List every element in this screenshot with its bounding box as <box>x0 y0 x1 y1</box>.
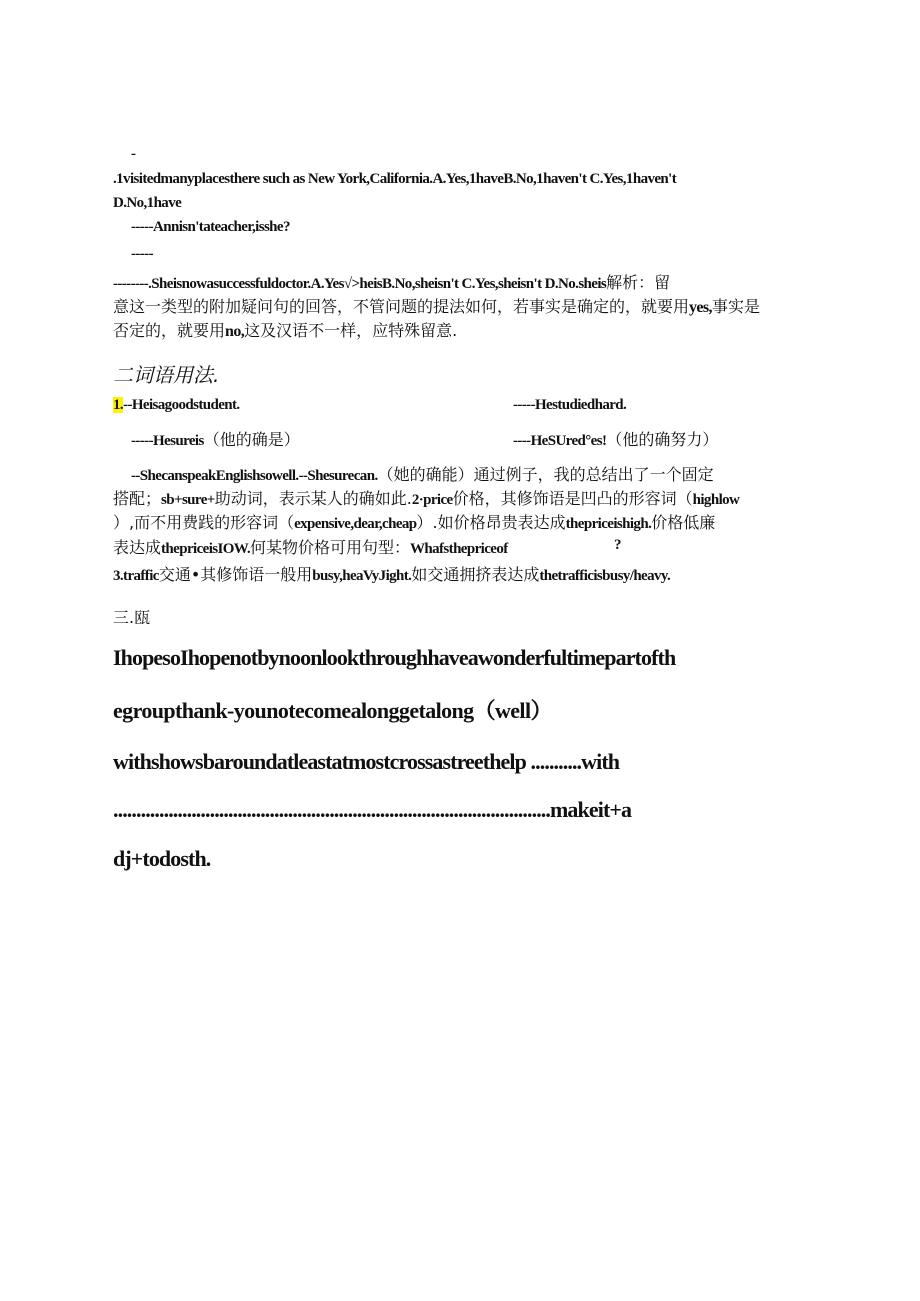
phrase-line-3: withshowsbaroundatleastatmostcrossastreethelp ...........with <box>113 749 620 774</box>
analysis-text-d: 这及汉语不一样，应特殊留意. <box>244 321 458 340</box>
p2-en-a: sb+sure+ <box>161 492 215 508</box>
analysis-text-c: 否定的，就要用 <box>113 321 226 340</box>
p5-en-a: 3.traffic <box>113 568 159 584</box>
question-mark: ? <box>614 537 621 553</box>
paragraph-line-1 <box>131 462 714 485</box>
example-2-right <box>513 427 718 450</box>
analysis-line-1 <box>113 294 760 317</box>
p5-en-c: thetrafficisbusy/heavy. <box>539 568 671 584</box>
question-3-english: --------.Sheisnowasuccessfuldoctor.A.Yes√>heisB.No,sheisn't C.Yes,sheisn't D.No.sheis <box>113 276 607 292</box>
p2-en-b: 2·price <box>411 492 453 508</box>
analysis-text-b: 事实是 <box>711 297 760 316</box>
p5-zh-b: 如交通拥挤表达成 <box>411 565 540 584</box>
section-2-heading: 二词语用法. <box>113 363 220 387</box>
p4-zh-b: 何某物价格可用句型： <box>249 538 410 557</box>
example-2-left-zh: （他的确是） <box>203 430 300 449</box>
dash-mark: - <box>131 146 136 162</box>
analysis-line-2 <box>113 318 457 341</box>
p3-en-b: thepriceishigh. <box>565 516 652 532</box>
p2-zh-a: 搭配； <box>113 489 162 508</box>
p5-en-b: busy,heaVyJight. <box>312 568 412 584</box>
paragraph-line-2 <box>113 486 739 509</box>
p5-zh-a: 交通•其修饰语一般用 <box>158 565 313 584</box>
p3-zh-b: ）.如价格昂贵表达成 <box>416 513 566 532</box>
phrase-line-2 <box>113 694 552 725</box>
p2-en-c: highlow <box>692 492 740 508</box>
section-3-heading: 三.瓯 <box>113 608 151 627</box>
example-2-right-en: ----HeSUred°es! <box>513 433 607 449</box>
question-3 <box>113 270 670 293</box>
phrase-line-5: dj+todosth. <box>113 846 211 871</box>
p3-zh-c: 价格低廉 <box>651 513 716 532</box>
phrase-line-1: IhopesoIhopenotbynoonlookthroughhaveawonderfultimepartofth <box>113 645 676 670</box>
answer-dashes: ----- <box>131 246 153 262</box>
p3-zh-a: ）,而不用费践的形容词（ <box>113 513 295 532</box>
paragraph-line-4 <box>113 535 508 558</box>
question-2: -----Annisn'tateacher,isshe? <box>131 219 290 235</box>
example-1-left <box>113 397 240 414</box>
phrase-line-2-en: egroupthank-younotecomealonggetalong <box>113 698 474 723</box>
p3-en-a: expensive,dear,cheap <box>294 516 417 532</box>
p4-en-a: thepriceisIOW. <box>161 541 250 557</box>
p4-zh-a: 表达成 <box>113 538 162 557</box>
paragraph-line-3 <box>113 510 715 533</box>
analysis-yes: yes, <box>689 299 712 316</box>
example-2-left <box>131 427 300 450</box>
item-number: 1. <box>113 397 124 413</box>
example-1-text: --Heisagoodstudent. <box>123 397 240 413</box>
example-1-right: -----Hestudiedhard. <box>513 397 627 413</box>
p2-zh-c: 价格，其修饰语是凹凸的形容词（ <box>452 489 693 508</box>
paragraph-line-5 <box>113 562 670 585</box>
question-1: .1visitedmanyplacesthere such as New York,California.A.Yes,1haveB.No,1haven't C.Yes,1haven't <box>113 171 677 187</box>
example-2-right-zh: （他的确努力） <box>606 430 719 449</box>
p1-en: --ShecanspeakEnglishsowell.--Shesurecan. <box>131 468 378 484</box>
analysis-text-a: 意这一类型的附加疑问句的回答，不管问题的提法如何，若事实是确定的，就要用 <box>113 297 690 316</box>
p2-zh-b: 助动词，表示某人的确如此. <box>214 489 412 508</box>
phrase-line-2-paren: （well） <box>473 698 552 723</box>
example-2-left-en: -----Hesureis <box>131 433 204 449</box>
analysis-no: no, <box>225 323 245 340</box>
p1-zh: （她的确能）通过例子，我的总结出了一个固定 <box>377 465 714 484</box>
p4-en-b: Whafsthepriceof <box>410 541 508 557</box>
question-1-options: D.No,1have <box>113 195 182 211</box>
analysis-label: 解析：留 <box>606 273 671 292</box>
phrase-line-4: ...............................................................................................makeit+a <box>113 797 632 822</box>
